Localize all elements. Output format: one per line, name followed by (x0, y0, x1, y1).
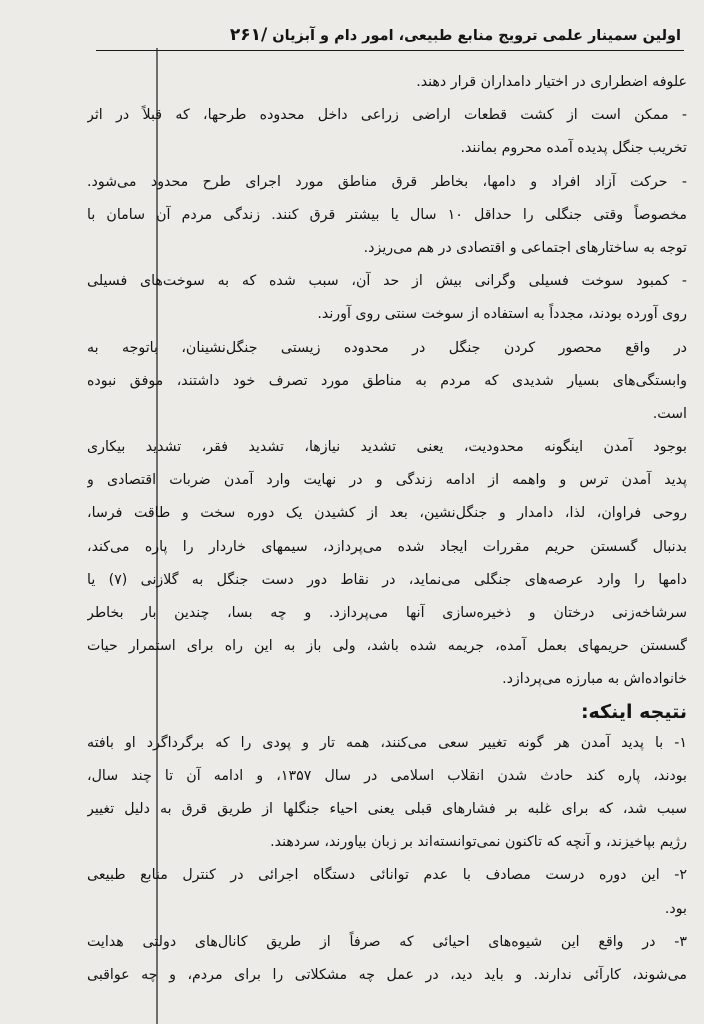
text-line: مخصوصاً وقتی جنگلی را حداقل ۱۰ سال یا بیشتر قرق کنند. زندگی مردم آن سامان با (87, 206, 687, 223)
text-line: می‌شوند، کارآئی ندارند. و باید دید، در عمل چه مشکلاتی را برای مردم، و چه عواقبی (87, 966, 687, 983)
text-line: تخریب جنگل پدیده آمده محروم بمانند. (460, 140, 687, 157)
running-header (96, 22, 681, 48)
text-line: علوفه اضطراری در اختیار دامداران قرار دهند. (416, 74, 687, 90)
text-line: بودند، پاره کند حادث شدن انقلاب اسلامی در سال ۱۳۵۷، و ادامه آن تا چند سال، (87, 767, 687, 784)
text-line: سبب شد، که برای غلبه بر فشارهای قبلی یعنی احیاء جنگلها از طریق قرق به دلیل تغییر (87, 800, 687, 817)
page-number: /۲۶۱ (229, 25, 268, 45)
text-line: - کمبود سوخت فسیلی وگرانی بیش از حد آن، سبب شده که به سوخت‌های فسیلی (87, 273, 687, 290)
text-line: ۳- در واقع این شیوه‌های احیائی که صرفاً از طریق کانال‌های دولتی هدایت (87, 933, 687, 950)
text-line: - حرکت آزاد افراد و دامها، بخاطر قرق مناطق مورد اجرای طرح محدود می‌شود. (87, 173, 687, 190)
text-line: سرشاخه‌زنی درختان و ذخیره‌سازی آنها می‌پردازد. و چه بسا، چندین بار بخاطر (87, 605, 687, 621)
text-line: گسستن حریمهای بعمل آمده، جریمه شده باشد، ولی باز به این راه برای استمرار حیات (87, 638, 687, 655)
conclusion-section (87, 727, 687, 993)
text-line: ۲- این دوره درست مصادف با عدم توانائی دستگاه اجرائی در کنترل منابع طبیعی (87, 867, 687, 884)
text-line: بوجود آمدن اینگونه محدودیت، یعنی تشدید نیازها، تشدید فقر، تشدید بیکاری (87, 439, 687, 456)
text-line: است. (652, 405, 687, 422)
text-line: وابستگی‌های بسیار شدیدی که مردم به مناطق مورد تصرف خود داشتند، موفق نبوده (87, 372, 687, 389)
text-line: در واقع محصور کردن جنگل در محدوده زیستی جنگل‌نشینان، باتوجه به (87, 339, 687, 356)
header-title: اولین سمینار علمی ترویج منابع طبیعی، امور دام و آبزیان (272, 28, 681, 44)
text-line: دامها را وارد عرصه‌های جنگلی می‌نماید، در نقاط دور دست جنگل به گلازنی (۷) یا (87, 571, 687, 588)
text-line: پدید آمدن ترس و واهمه از ادامه زندگی و در نهایت وارد آمدن ضربات اقتصادی و (87, 472, 687, 489)
text-line: بود. (664, 900, 687, 917)
text-line: روحی فراوان، لذا، دامدار و جنگل‌نشین، بعد از کشیدن یک دوره سخت و طاقت فرسا، (87, 505, 687, 522)
text-line: توجه به ساختارهای اجتماعی و اقتصادی در هم می‌ریزد. (363, 239, 687, 256)
text-line: روی آورده بودند، مجدداً به استفاده از سوخت سنتی روی آورند. (317, 306, 687, 323)
header-rule (96, 50, 684, 51)
text-line: بدنبال گسستن حریم مقررات ایجاد شده می‌پردازد، سیمهای خاردار را پاره می‌کند، (87, 538, 687, 555)
conclusion-heading: نتیجه اینکه: (580, 700, 687, 723)
text-line: رژیم بپاخیزند، و آنچه که تاکنون نمی‌توانسته‌اند بر زبان بیاورند، سردهند. (270, 834, 687, 851)
body-text (87, 66, 687, 992)
paragraphs-section (87, 66, 687, 697)
text-line: ۱- با پدید آمدن هر گونه تغییر سعی می‌کنند، همه تار و پودی را که برگرداگرد او بافته (87, 734, 687, 751)
text-line: - ممکن است از کشت قطعات اراضی زراعی داخل محدوده طرحها، که قبلاً در اثر (87, 107, 687, 124)
text-line: خانواده‌اش به مبارزه می‌پردازد. (502, 671, 687, 688)
